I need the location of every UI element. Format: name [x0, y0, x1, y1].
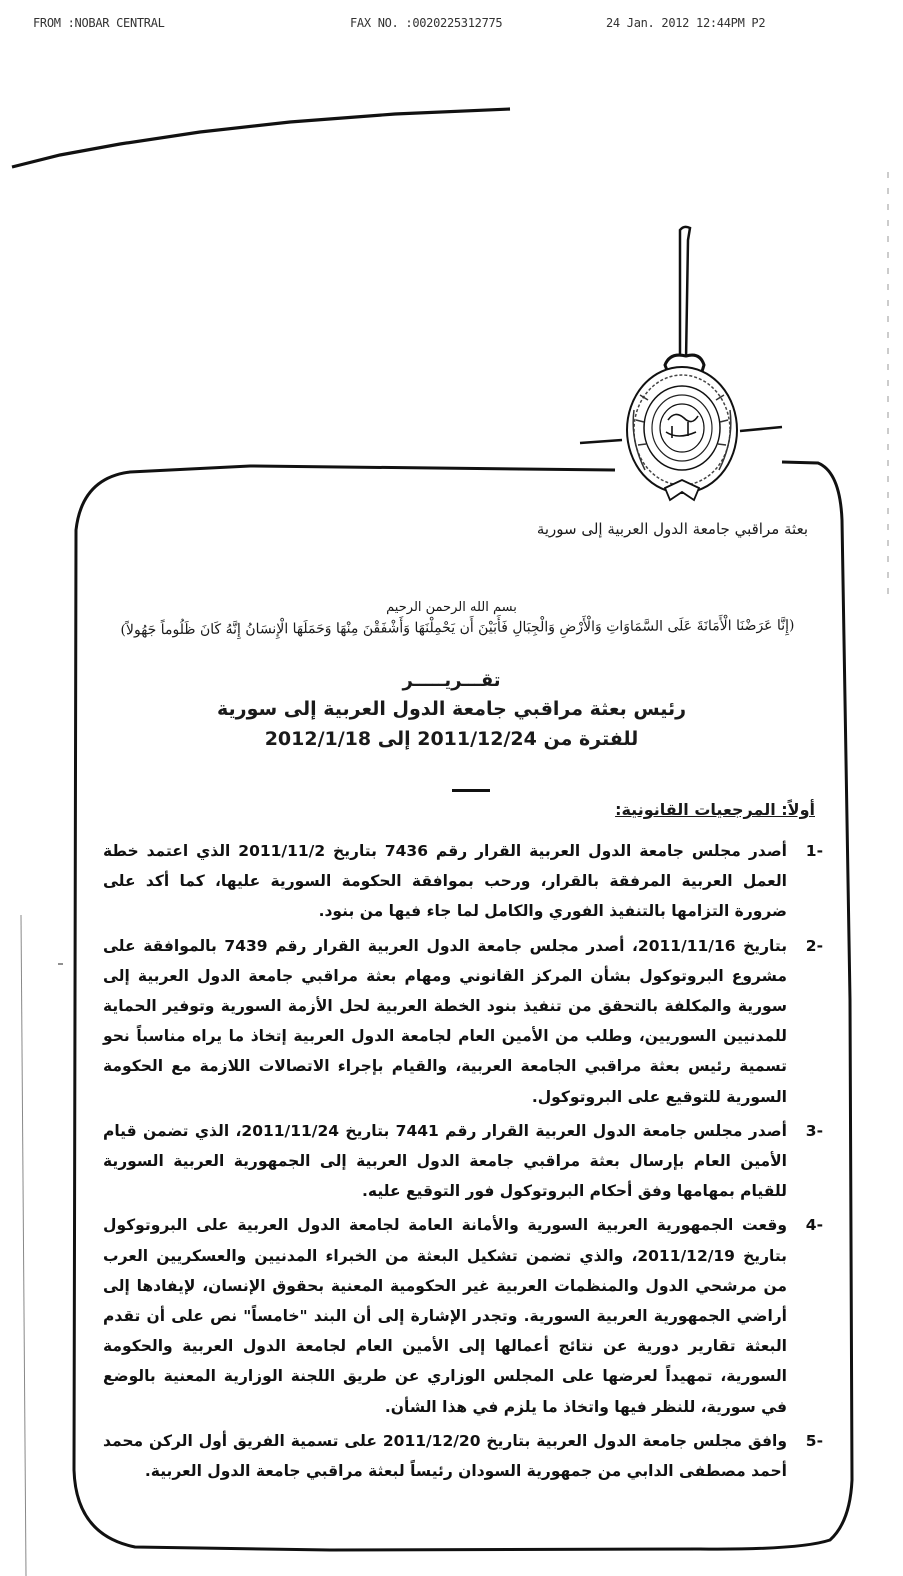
list-item — [103, 931, 823, 1112]
basmala: بسم الله الرحمن الرحيم — [386, 600, 517, 615]
quran-verse: (إِنَّا عَرَضْنَا الْأَمَانَةَ عَلَى السَّمَاوَاتِ وَالْأَرْضِ وَالْجِبَالِ فَأَبَيْنَ أَن يَحْمِلْنَهَا وَأَشْفَقْنَ مِنْهَا وَحَمَلَهَا الْإِنسَانُ إِنَّهُ كَانَ ظَلُوماً جَهُولاً) — [120, 617, 795, 639]
item-text: وافق مجلس جامعة الدول العربية بتاريخ 2011/12/20 على تسمية الفريق أول الركن محمد أحمد مصطفى الدابي من جمهورية السودان رئيساً لبعثة مراقبي جامعة الدول العربية. — [103, 1431, 788, 1481]
legal-references-list — [103, 836, 823, 1490]
item-text: بتاريخ 2011/11/16، أصدر مجلس جامعة الدول العربية القرار رقم 7439 بالموافقة على مشروع البروتوكول بشأن المركز القانوني ومهام بعثة مراقبي جامعة الدول العربية إلى سورية والمكلفة بالتحقق من تنفيذ بنود الخطة العربية لحل الأزمة السورية وتوفير الحماية للمدنيين السوريين، وطلب من الأمين العام لجامعة الدول العربية إتخاذ ما يراه مناسباً نحو تسمية رئيس بعثة مراقبي الجامعة العربية، والقيام بإجراء الاتصالات اللازمة مع الحكومة السورية للتوقيع على البروتوكول. — [103, 936, 788, 1106]
fax-number: FAX NO. :0020225312775 — [350, 16, 503, 30]
item-text: أصدر مجلس جامعة الدول العربية القرار رقم 7436 بتاريخ 2011/11/2 الذي اعتمد خطة العمل العربية المرفقة بالقرار، ورحب بموافقة الحكومة السورية عليها، كما أكد على ضرورة التزامها بالتنفيذ الفوري والكامل لما جاء فيها من بنود. — [103, 842, 787, 921]
item-number: -2 — [805, 936, 823, 955]
fax-header — [0, 16, 903, 34]
report-subtitle: رئيس بعثة مراقبي جامعة الدول العربية إلى سورية — [216, 698, 687, 720]
item-number: -5 — [805, 1431, 823, 1450]
list-item — [103, 836, 823, 927]
item-text: أصدر مجلس جامعة الدول العربية القرار رقم 7441 بتاريخ 2011/11/24، الذي تضمن قيام الأمين العام بإرسال بعثة مراقبي جامعة الدول العربية إلى الجمهورية العربية السورية للقيام بمهامها وفق أحكام البروتوكول فور التوقيع عليه. — [103, 1121, 787, 1201]
list-item — [103, 1426, 823, 1486]
item-number: -4 — [805, 1216, 823, 1235]
letterhead-rule — [12, 109, 510, 167]
title-divider — [452, 789, 490, 792]
report-period: للفترة من 2011/12/24 إلى 2012/1/18 — [264, 728, 639, 750]
section-heading: أولاً: المرجعيات القانونية: — [615, 800, 815, 819]
arab-league-emblem-icon — [627, 227, 737, 500]
fax-from: FROM :NOBAR CENTRAL — [33, 16, 165, 30]
fax-date-time-page: 24 Jan. 2012 12:44PM P2 — [606, 16, 766, 30]
mission-header: بعثة مراقبي جامعة الدول العربية إلى سورية — [536, 520, 808, 538]
item-number: -1 — [805, 842, 823, 860]
report-title: تقـــريـــــر — [402, 670, 501, 691]
list-item — [103, 1116, 823, 1207]
item-text: وقعت الجمهورية العربية السورية والأمانة العامة لجامعة الدول العربية على البروتوكول بتاريخ 2011/12/19، والذي تضمن تشكيل البعثة من الخبراء المدنيين والعسكريين العرب من مرشحي الدول والمنظمات العربية غير الحكومية المعنية بحقوق الإنسان، لإيفادها إلى أراضي الجمهورية العربية السورية. وتجدر الإشارة إلى أن البند "خامساً" نص على أن تقدم البعثة تقارير دورية عن نتائج أعمالها إلى الأمين العام لجامعة الدول العربية والحكومة السورية، تمهيداً لعرضها على المجلس الوزاري عن طريق اللجنة الوزارية المعنية بالوضع في سورية، للنظر فيها واتخاذ ما يلزم في هذا الشأن. — [103, 1216, 787, 1416]
item-number: -3 — [805, 1121, 823, 1140]
scan-edge-left — [21, 915, 26, 1576]
list-item — [103, 1210, 823, 1421]
